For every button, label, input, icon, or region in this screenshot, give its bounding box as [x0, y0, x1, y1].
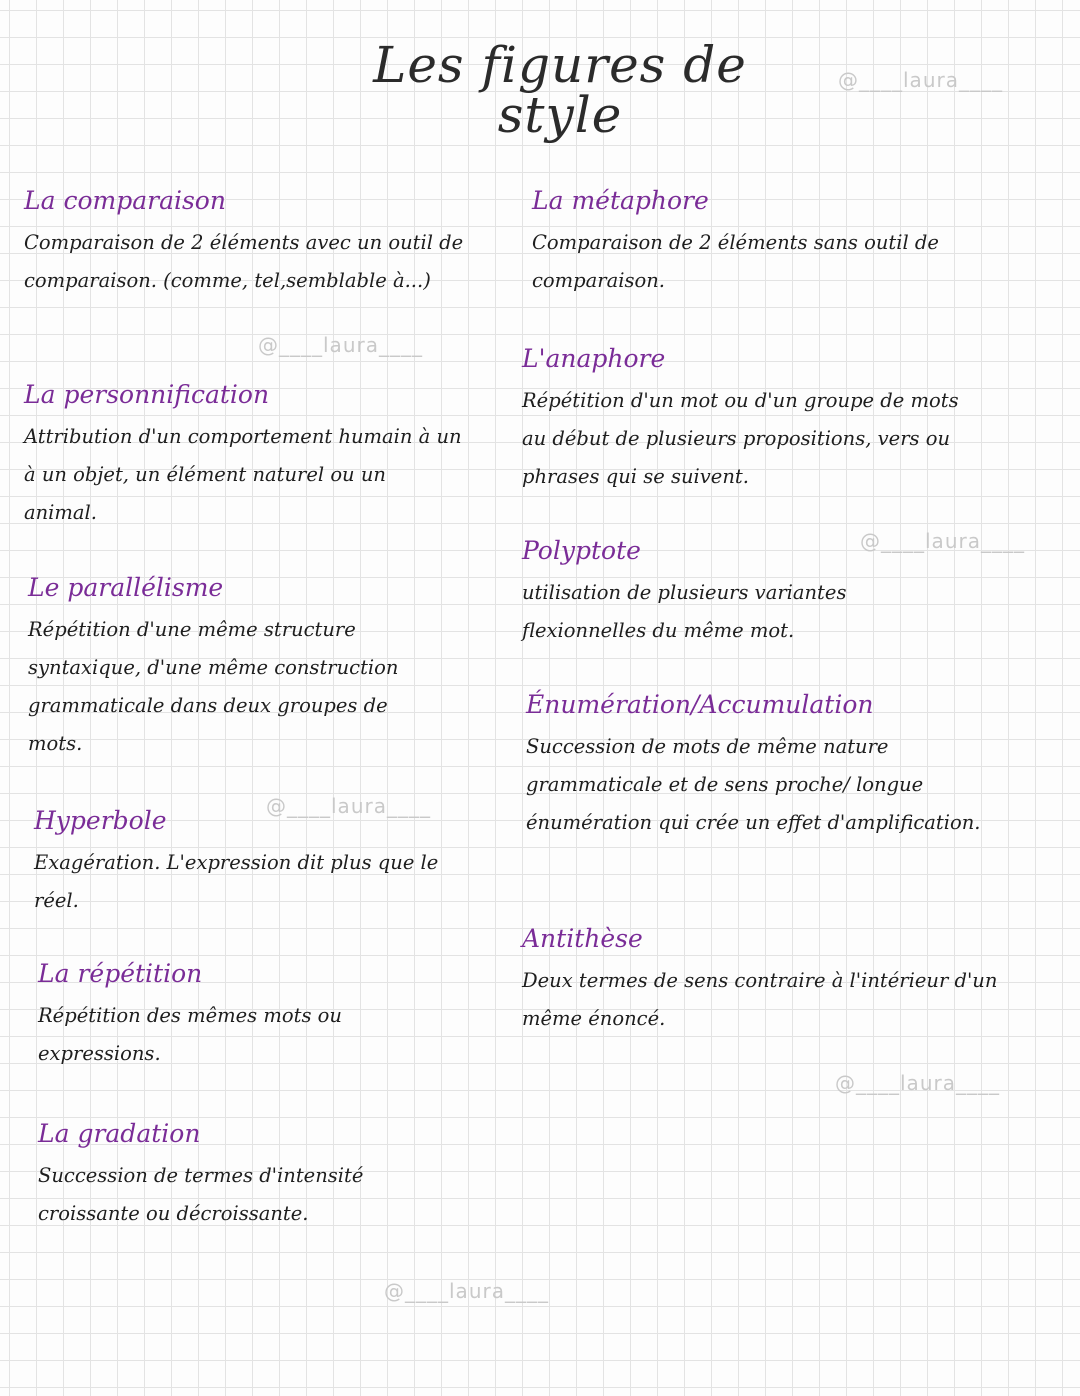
figure-term: La comparaison: [24, 186, 226, 215]
figure-term: La métaphore: [532, 186, 709, 215]
figure-definition: Exagération. L'expression dit plus que le réel.: [34, 851, 439, 912]
figure-term: L'anaphore: [522, 344, 666, 373]
figure-definition: Comparaison de 2 éléments avec un outil de comparaison. (comme, tel,semblable à...): [24, 231, 464, 292]
figure-definition: Attribution d'un comportement humain à un à un objet, un élément naturel ou un animal.: [24, 425, 462, 524]
figure-definition: Succession de termes d'intensité croissante ou décroissante.: [38, 1164, 364, 1225]
figure-definition: Répétition d'un mot ou d'un groupe de mots au début de plusieurs propositions, vers ou phrases qui se suivent.: [522, 389, 959, 488]
figure-term: La répétition: [38, 959, 203, 988]
figure-entry: [34, 806, 454, 920]
figure-definition: Deux termes de sens contraire à l'intérieur d'un même énoncé.: [522, 969, 998, 1030]
watermark: @____laura____: [835, 1071, 1000, 1095]
figure-term: Le parallélisme: [28, 573, 224, 602]
figure-term: La personnification: [24, 380, 270, 409]
figure-term: Polyptote: [522, 536, 641, 565]
figure-entry: [522, 344, 982, 496]
figure-definition: Répétition des mêmes mots ou expressions.: [38, 1004, 342, 1065]
watermark: @____laura____: [384, 1279, 549, 1303]
figure-term: Antithèse: [522, 924, 643, 953]
figure-term: Hyperbole: [34, 806, 167, 835]
figure-definition: utilisation de plusieurs variantes flexionnelles du même mot.: [522, 581, 847, 642]
figure-entry: [24, 380, 464, 532]
watermark: @____laura____: [838, 68, 1003, 92]
watermark: @____laura____: [860, 529, 1025, 553]
figure-entry: [522, 924, 1012, 1038]
watermark: @____laura____: [258, 333, 423, 357]
figure-entry: [526, 690, 996, 842]
figure-term: La gradation: [38, 1119, 201, 1148]
figure-entry: [38, 1119, 438, 1233]
figure-entry: [38, 959, 438, 1073]
figure-term: Énumération/Accumulation: [526, 690, 874, 719]
figure-entry: [24, 186, 494, 300]
figure-entry: [532, 186, 1012, 300]
figure-definition: Comparaison de 2 éléments sans outil de comparaison.: [532, 231, 939, 292]
figure-definition: Répétition d'une même structure syntaxique, d'une même construction grammaticale dans deux groupes de mots.: [28, 618, 399, 755]
page-title: Les figures de style: [373, 36, 747, 144]
figure-entry: [522, 536, 942, 650]
figure-entry: [28, 573, 428, 763]
figure-definition: Succession de mots de même nature grammaticale et de sens proche/ longue énumération qui crée un effet d'amplification.: [526, 735, 981, 834]
watermark: @____laura____: [266, 794, 431, 818]
